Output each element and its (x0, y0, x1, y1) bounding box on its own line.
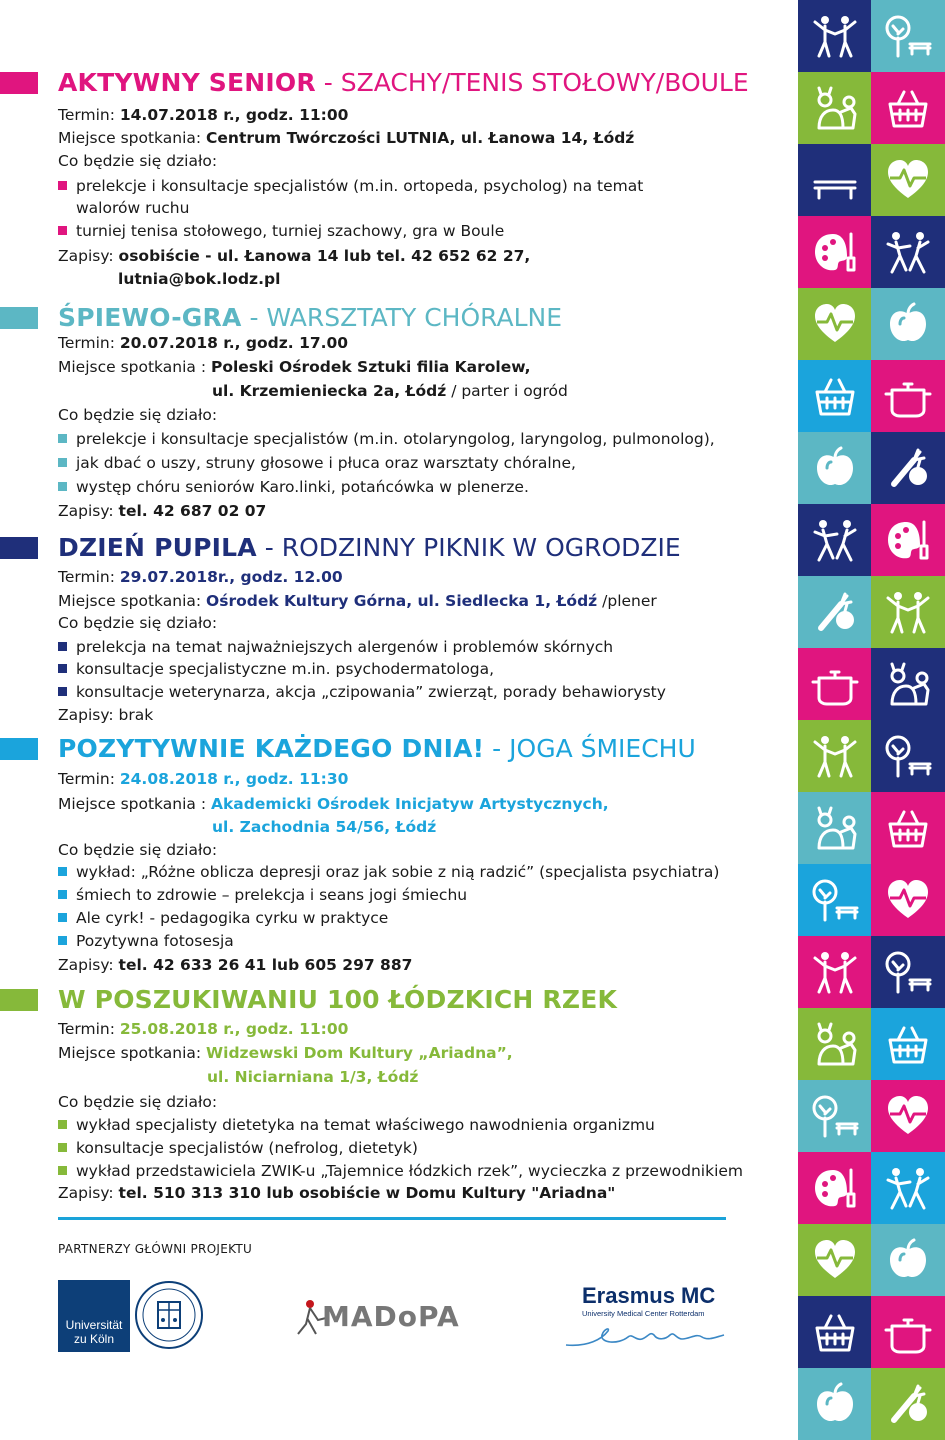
pot-icon (884, 1308, 932, 1356)
svg-text:MADoPA: MADoPA (322, 1300, 460, 1333)
event-what-label: Co będzie się działo: (58, 152, 218, 170)
tree-bench-icon (811, 876, 859, 924)
bullet-square-icon (58, 1143, 67, 1152)
apple-icon (884, 1236, 932, 1284)
mosaic-tile (798, 864, 871, 936)
event-place: Miejsce spotkania : Akademicki Ośrodek Inicjatyw Artystycznych, (58, 795, 609, 813)
dancers-icon (811, 516, 859, 564)
people-dancing-icon (811, 12, 859, 60)
bullet-square-icon (58, 226, 67, 235)
event-place-line2: ul. Zachodnia 54/56, Łódź (212, 818, 437, 836)
mosaic-tile (871, 648, 945, 720)
mosaic-tile (798, 1152, 871, 1224)
people-dancing-icon (884, 588, 932, 636)
mosaic-tile (871, 1008, 945, 1080)
event-signup: Zapisy: tel. 42 633 26 41 lub 605 297 887 (58, 956, 413, 974)
bullet-square-icon (58, 936, 67, 945)
event-term: Termin: 14.07.2018 r., godz. 11:00 (58, 106, 349, 124)
basket-icon (811, 372, 859, 420)
people-dancing-icon (811, 732, 859, 780)
list-item: konsultacje weterynarza, akcja „czipowania” zwierząt, porady behawiorysty (58, 681, 666, 703)
apple-icon (811, 444, 859, 492)
heartbeat-icon (884, 876, 932, 924)
event-signup: Zapisy: tel. 42 687 02 07 (58, 502, 267, 520)
bullet-square-icon (58, 1166, 67, 1175)
mosaic-tile (871, 504, 945, 576)
list-item: wykład przedstawiciela ZWIK-u „Tajemnice łódzkich rzek”, wycieczka z przewodnikiem (58, 1160, 743, 1182)
list-item: wykład specjalisty dietetyka na temat właściwego nawodnienia organizmu (58, 1114, 655, 1136)
bullet-square-icon (58, 458, 67, 467)
section-title: AKTYWNY SENIOR - SZACHY/TENIS STOŁOWY/BOULE (58, 68, 749, 97)
section-color-bar (0, 307, 38, 329)
heartbeat-icon (811, 300, 859, 348)
mosaic-tile (798, 216, 871, 288)
event-what-label: Co będzie się działo: (58, 406, 218, 424)
section-title: ŚPIEWO-GRA - WARSZTATY CHÓRALNE (58, 303, 563, 332)
bullet-square-icon (58, 890, 67, 899)
event-signup-email[interactable]: lutnia@bok.lodz.pl (118, 270, 281, 288)
people-dancing-icon (811, 948, 859, 996)
erasmus-signature-icon (558, 1317, 748, 1353)
section-title: DZIEŃ PUPILA - RODZINNY PIKNIK W OGRODZIE (58, 533, 681, 562)
list-item: śmiech to zdrowie – prelekcja i seans jogi śmiechu (58, 884, 467, 906)
mosaic-tile (871, 1296, 945, 1368)
list-item: prelekcje i konsultacje specjalistów (m.in. ortopeda, psycholog) na temat (58, 175, 643, 197)
separator-line (58, 1217, 726, 1220)
event-term: Termin: 24.08.2018 r., godz. 11:30 (58, 770, 349, 788)
mosaic-tile (798, 1368, 871, 1440)
basket-icon (884, 804, 932, 852)
bullet-square-icon (58, 482, 67, 491)
event-signup: Zapisy: tel. 510 313 310 lub osobiście w Domu Kultury "Ariadna" (58, 1184, 616, 1202)
basket-icon (884, 84, 932, 132)
event-place-line2: ul. Niciarniana 1/3, Łódź (207, 1068, 419, 1086)
list-item: jak dbać o uszy, struny głosowe i płuca oraz warsztaty chóralne, (58, 452, 576, 474)
pot-icon (811, 660, 859, 708)
mosaic-tile (798, 360, 871, 432)
section-title: POZYTYWNIE KAŻDEGO DNIA! - JOGA ŚMIECHU (58, 734, 696, 763)
bullet-square-icon (58, 664, 67, 673)
event-place: Miejsce spotkania: Widzewski Dom Kultury „Ariadna”, (58, 1044, 513, 1062)
tree-bench-icon (884, 12, 932, 60)
event-place: Miejsce spotkania : Poleski Ośrodek Sztuki filia Karolew, (58, 358, 531, 376)
section-color-bar (0, 537, 38, 559)
mosaic-tile (798, 432, 871, 504)
bullet-square-icon (58, 913, 67, 922)
section-color-bar (0, 738, 38, 760)
pets-icon (811, 804, 859, 852)
tree-bench-icon (884, 948, 932, 996)
mosaic-tile (798, 1224, 871, 1296)
tree-bench-icon (811, 1092, 859, 1140)
list-item: prelekcja na temat najważniejszych alergenów i problemów skórnych (58, 636, 613, 658)
pets-icon (811, 84, 859, 132)
mosaic-tile (798, 504, 871, 576)
icon-mosaic (798, 0, 945, 1400)
mosaic-tile (871, 72, 945, 144)
uni-koeln-logo[interactable]: Universität zu Köln (58, 1280, 130, 1352)
mosaic-tile (871, 792, 945, 864)
partners-heading: PARTNERZY GŁÓWNI PROJEKTU (58, 1242, 253, 1256)
mosaic-tile (871, 144, 945, 216)
event-signup: Zapisy: brak (58, 706, 154, 724)
vegetables-icon (811, 588, 859, 636)
list-item: występ chóru seniorów Karo.linki, potańcówka w plenerze. (58, 476, 529, 498)
event-what-label: Co będzie się działo: (58, 1093, 218, 1111)
apple-icon (811, 1380, 859, 1428)
mosaic-tile (798, 1296, 871, 1368)
section-color-bar (0, 989, 38, 1011)
list-item-continuation: walorów ruchu (76, 199, 190, 217)
mosaic-tile (871, 720, 945, 792)
mosaic-tile (798, 648, 871, 720)
mosaic-tile (871, 360, 945, 432)
mosaic-tile (798, 144, 871, 216)
apple-icon (884, 300, 932, 348)
mosaic-tile (798, 576, 871, 648)
section-color-bar (0, 72, 38, 94)
mosaic-tile (798, 72, 871, 144)
tree-bench-icon (884, 732, 932, 780)
mosaic-tile (871, 432, 945, 504)
pets-icon (884, 660, 932, 708)
mosaic-tile (798, 288, 871, 360)
event-what-label: Co będzie się działo: (58, 841, 218, 859)
basket-icon (884, 1020, 932, 1068)
list-item: wykład: „Różne oblicza depresji oraz jak sobie z nią radzić” (specjalista psychiatra) (58, 861, 719, 883)
mosaic-tile (871, 216, 945, 288)
mosaic-tile (798, 1008, 871, 1080)
vegetables-icon (884, 444, 932, 492)
mosaic-tile (798, 1080, 871, 1152)
palette-icon (811, 228, 859, 276)
section-title: W POSZUKIWANIU 100 ŁÓDZKICH RZEK (58, 985, 618, 1014)
bullet-square-icon (58, 434, 67, 443)
list-item: Pozytywna fotosesja (58, 930, 234, 952)
event-term: Termin: 29.07.2018r., godz. 12.00 (58, 568, 343, 586)
mosaic-tile (871, 1224, 945, 1296)
dancers-icon (884, 1164, 932, 1212)
event-term: Termin: 25.08.2018 r., godz. 11:00 (58, 1020, 349, 1038)
erasmus-mc-logo[interactable]: Erasmus MC University Medical Center Rotterdam (558, 1283, 748, 1353)
heartbeat-icon (811, 1236, 859, 1284)
pets-icon (811, 1020, 859, 1068)
mosaic-tile (798, 936, 871, 1008)
event-signup: Zapisy: osobiście - ul. Łanowa 14 lub tel. 42 652 62 27, (58, 247, 531, 265)
mosaic-tile (798, 720, 871, 792)
palette-icon (884, 516, 932, 564)
uni-koeln-seal-icon (134, 1280, 204, 1350)
bullet-square-icon (58, 642, 67, 651)
event-what-label: Co będzie się działo: (58, 614, 218, 632)
event-term: Termin: 20.07.2018 r., godz. 17.00 (58, 334, 349, 352)
event-place: Miejsce spotkania: Ośrodek Kultury Górna, ul. Siedlecka 1, Łódź /plener (58, 592, 657, 610)
list-item: prelekcje i konsultacje specjalistów (m.in. otolaryngolog, laryngolog, pulmonolog), (58, 428, 715, 450)
heartbeat-icon (884, 1092, 932, 1140)
mosaic-tile (798, 792, 871, 864)
event-place: Miejsce spotkania: Centrum Twórczości LUTNIA, ul. Łanowa 14, Łódź (58, 129, 635, 147)
heartbeat-icon (884, 156, 932, 204)
mosaic-tile (871, 288, 945, 360)
list-item: Ale cyrk! - pedagogika cyrku w praktyce (58, 907, 388, 929)
bullet-square-icon (58, 181, 67, 190)
bullet-square-icon (58, 1120, 67, 1129)
mosaic-tile (871, 1080, 945, 1152)
event-place-line2: ul. Krzemieniecka 2a, Łódź / parter i ogród (212, 382, 568, 400)
madopa-logo[interactable] (290, 1290, 480, 1340)
basket-icon (811, 1308, 859, 1356)
mosaic-tile (871, 864, 945, 936)
list-item: turniej tenisa stołowego, turniej szachowy, gra w Boule (58, 220, 504, 242)
list-item: konsultacje specjalistyczne m.in. psychodermatologa, (58, 658, 494, 680)
list-item: konsultacje specjalistów (nefrolog, dietetyk) (58, 1137, 418, 1159)
pot-icon (884, 372, 932, 420)
mosaic-tile (871, 936, 945, 1008)
mosaic-tile (798, 0, 871, 72)
dancers-icon (884, 228, 932, 276)
vegetables-icon (884, 1380, 932, 1428)
bench-icon (811, 156, 859, 204)
mosaic-tile (871, 1152, 945, 1224)
bullet-square-icon (58, 687, 67, 696)
mosaic-tile (871, 0, 945, 72)
mosaic-tile (871, 1368, 945, 1440)
palette-icon (811, 1164, 859, 1212)
mosaic-tile (871, 576, 945, 648)
bullet-square-icon (58, 867, 67, 876)
